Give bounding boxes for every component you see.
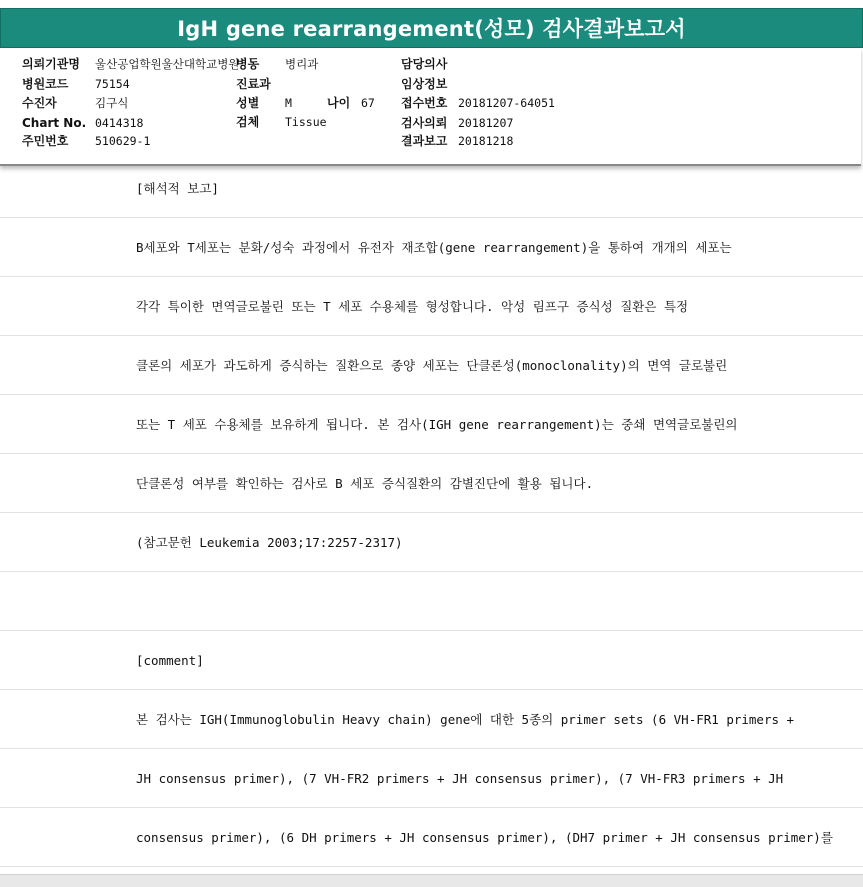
doctor-label: 담당의사 bbox=[401, 57, 448, 71]
institution-value: 울산공업학원울산대학교병원 bbox=[95, 57, 240, 71]
age-value: 67 bbox=[361, 96, 375, 110]
chart-no-value: 0414318 bbox=[95, 116, 144, 130]
request-label: 검사의뢰 bbox=[401, 116, 448, 130]
report-line-text: [comment] bbox=[136, 652, 204, 668]
institution-label: 의뢰기관명 bbox=[22, 57, 80, 71]
report-line bbox=[0, 749, 863, 808]
report-title: IgH gene rearrangement(성모) 검사결과보고서 bbox=[0, 8, 863, 48]
sex-value: M bbox=[285, 96, 292, 110]
report-line-text: consensus primer), (6 DH primers + JH consensus primer), (DH7 primer + JH consensus primer)를 bbox=[136, 830, 833, 845]
receipt-label: 접수번호 bbox=[401, 96, 448, 110]
report-line-text: JH consensus primer), (7 VH-FR2 primers + JH consensus primer), (7 VH-FR3 primers + JH bbox=[136, 770, 784, 786]
sex-label: 성별 bbox=[236, 96, 260, 110]
receipt-value: 20181207-64051 bbox=[458, 96, 555, 110]
report-line bbox=[0, 158, 863, 218]
report-date-label: 결과보고 bbox=[401, 134, 448, 148]
report-line-text: (참고문헌 Leukemia 2003;17:2257-2317) bbox=[136, 535, 403, 550]
report-line-text: 본 검사는 IGH(Immunoglobulin Heavy chain) gene에 대한 5종의 primer sets (6 VH-FR1 primers + bbox=[136, 712, 795, 727]
ward-label: 병동 bbox=[236, 57, 260, 71]
patient-value: 김구식 bbox=[95, 96, 129, 110]
report-line-text: 단클론성 여부를 확인하는 검사로 B 세포 증식질환의 감별진단에 활용 됩니다. bbox=[136, 476, 594, 491]
ward-value: 병리과 bbox=[285, 57, 319, 71]
report-line bbox=[0, 513, 863, 572]
report-line bbox=[0, 454, 863, 513]
report-line bbox=[0, 336, 863, 395]
report-line-text: B세포와 T세포는 분화/성숙 과정에서 유전자 재조합(gene rearrangement)을 통하여 개개의 세포는 bbox=[136, 240, 732, 255]
patient-info-panel bbox=[0, 48, 861, 166]
hospital-code-value: 75154 bbox=[95, 77, 130, 91]
report-date-value: 20181218 bbox=[458, 134, 514, 148]
patient-label: 수진자 bbox=[22, 96, 57, 110]
report-line bbox=[0, 631, 863, 690]
report-line-text: 또는 T 세포 수용체를 보유하게 됩니다. 본 검사(IGH gene rearrangement)는 중쇄 면역글로불린의 bbox=[136, 417, 738, 432]
age-label: 나이 bbox=[327, 96, 351, 110]
report-line bbox=[0, 690, 863, 749]
report-line bbox=[0, 277, 863, 336]
request-value: 20181207 bbox=[458, 116, 514, 130]
specimen-label: 검체 bbox=[236, 115, 260, 129]
report-line-text: 클론의 세포가 과도하게 증식하는 질환으로 종양 세포는 단클론성(monoclonality)의 면역 글로불린 bbox=[136, 358, 728, 373]
report-line-text: [해석적 보고] bbox=[136, 180, 219, 196]
horizontal-scrollbar[interactable] bbox=[0, 874, 863, 887]
report-line bbox=[0, 395, 863, 454]
report-line bbox=[0, 808, 863, 867]
resident-no-label: 주민번호 bbox=[22, 134, 69, 148]
resident-no-value: 510629-1 bbox=[95, 134, 151, 148]
specimen-value: Tissue bbox=[285, 115, 327, 129]
clinical-info-label: 임상정보 bbox=[401, 77, 448, 91]
department-label: 진료과 bbox=[236, 77, 271, 91]
report-line-text: 각각 특이한 면역글로불린 또는 T 세포 수용체를 형성합니다. 악성 림프구 증식성 질환은 특정 bbox=[136, 299, 689, 314]
report-line bbox=[0, 218, 863, 277]
report-body bbox=[0, 158, 863, 867]
report-line bbox=[0, 572, 863, 631]
chart-no-label: Chart No. bbox=[22, 116, 87, 130]
hospital-code-label: 병원코드 bbox=[22, 77, 69, 91]
